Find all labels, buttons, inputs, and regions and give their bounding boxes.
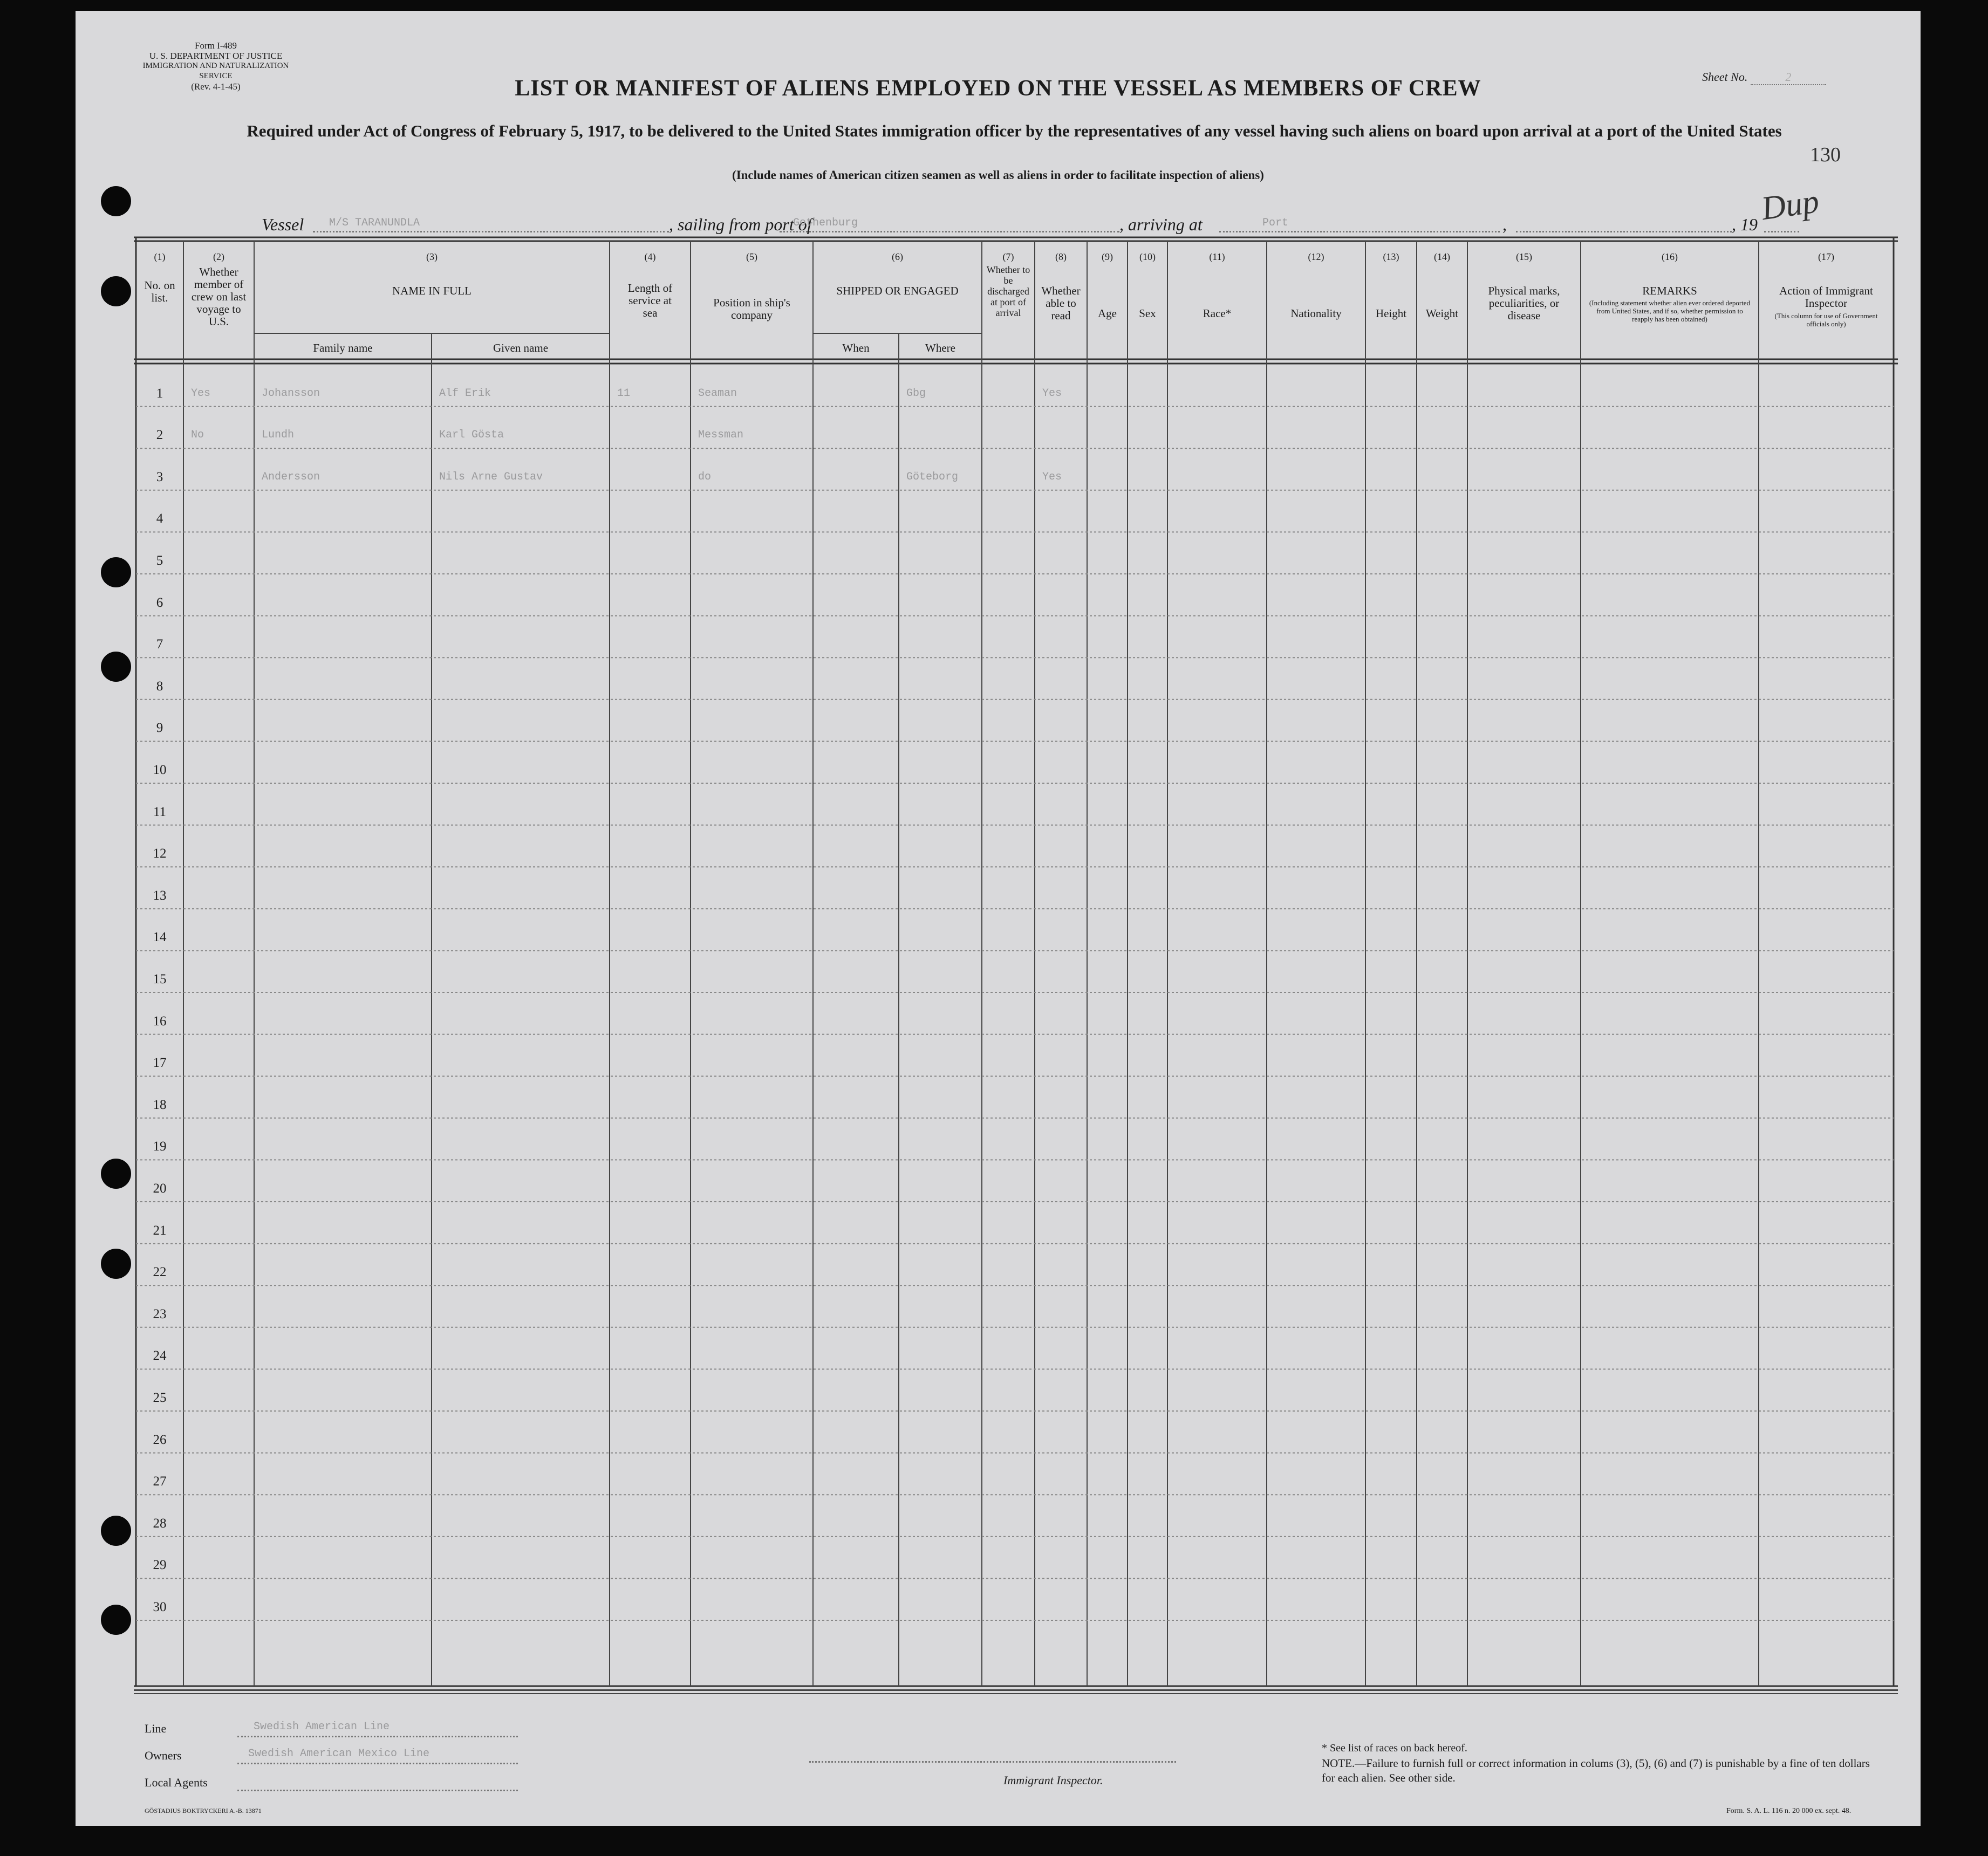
col-head-physical-marks: Physical marks, peculiarities, or disease xyxy=(1488,284,1560,322)
row-number: 13 xyxy=(153,888,167,903)
table-row xyxy=(134,574,1898,616)
row-number: 14 xyxy=(153,930,167,945)
cell-prior: Yes xyxy=(191,387,211,400)
arriving-label: , arriving at xyxy=(1119,215,1203,234)
row-number: 11 xyxy=(153,804,167,819)
col-num-2: (2) xyxy=(213,251,224,262)
cell-read: Yes xyxy=(1042,387,1062,400)
col-head-when: When xyxy=(842,341,870,354)
cell-family: Andersson xyxy=(262,470,320,483)
cell-position: do xyxy=(698,470,712,483)
arriving-field-line xyxy=(1219,231,1500,232)
row-number: 16 xyxy=(153,1013,167,1029)
owners-field-line xyxy=(237,1763,518,1764)
service-name: IMMIGRATION AND NATURALIZATION SERVICE xyxy=(142,61,289,80)
table-row xyxy=(134,1202,1898,1244)
punch-hole xyxy=(101,1249,131,1279)
row-number: 21 xyxy=(153,1223,167,1238)
table-row xyxy=(134,532,1898,574)
col-head-age: Age xyxy=(1098,307,1117,320)
table-row xyxy=(134,1369,1898,1411)
year-field-line xyxy=(1764,231,1799,232)
form-code: Form. S. A. L. 116 n. 20 000 ex. sept. 48. xyxy=(1726,1807,1852,1815)
sailing-value: Gothenburg xyxy=(793,217,858,229)
cell-prior: No xyxy=(191,429,204,442)
sheet-value: 2 xyxy=(1751,70,1826,85)
date-field-line xyxy=(1516,231,1732,232)
punch-hole xyxy=(101,557,131,587)
punch-hole xyxy=(101,1516,131,1546)
col-num-9: (9) xyxy=(1102,251,1113,262)
crew-table xyxy=(134,236,1898,1687)
col-num-12: (12) xyxy=(1308,251,1324,262)
col-num-3: (3) xyxy=(426,251,438,262)
cell-family: Johansson xyxy=(262,387,320,400)
date-separator: , xyxy=(1502,215,1507,234)
form-number: Form I-489 xyxy=(195,40,237,51)
row-number: 9 xyxy=(156,721,163,736)
handwritten-note: Dup xyxy=(1759,182,1821,228)
vessel-field-line xyxy=(313,231,669,232)
row-number: 20 xyxy=(153,1181,167,1196)
department-name: U. S. DEPARTMENT OF JUSTICE xyxy=(149,51,283,61)
row-number: 7 xyxy=(156,637,163,652)
table-row xyxy=(134,867,1898,909)
row-number: 1 xyxy=(156,386,163,401)
col-num-6: (6) xyxy=(892,251,903,262)
row-number: 19 xyxy=(153,1139,167,1154)
line-field-line xyxy=(237,1736,518,1737)
col-head-shipped-engaged: SHIPPED OR ENGAGED xyxy=(836,284,959,297)
punch-hole xyxy=(101,276,131,306)
col-head-remarks: REMARKS xyxy=(1642,284,1697,297)
col-head-where: Where xyxy=(925,341,955,354)
table-row xyxy=(134,1578,1898,1620)
col-num-10: (10) xyxy=(1139,251,1156,262)
row-number: 5 xyxy=(156,553,163,568)
manifest-sheet xyxy=(76,11,1921,1826)
sheet-label: Sheet No. xyxy=(1702,70,1748,84)
inspector-signature-line xyxy=(809,1761,1176,1763)
table-row xyxy=(134,616,1898,658)
col-head-position: Position in ship's company xyxy=(713,296,790,321)
col-head-length-service: Length of service at sea xyxy=(627,282,673,319)
col-head-family-name: Family name xyxy=(313,341,373,354)
row-number: 29 xyxy=(153,1558,167,1573)
table-row xyxy=(134,1453,1898,1495)
row-number: 12 xyxy=(153,846,167,861)
table-row xyxy=(134,1035,1898,1077)
row-number: 24 xyxy=(153,1348,167,1364)
page-subtitle: Required under Act of Congress of February 5, 1917, to be delivered to the United States immigration officer by the representatives of any vessel having such aliens on board upon arrival at a port of the United States xyxy=(247,121,1782,140)
col-head-able-to-read: Whether able to read xyxy=(1041,284,1081,322)
col-head-name-in-full: NAME IN FULL xyxy=(392,284,472,297)
table-row xyxy=(134,1118,1898,1160)
arriving-value: Port xyxy=(1262,217,1289,229)
cell-position: Messman xyxy=(698,429,744,442)
punch-hole xyxy=(101,1605,131,1635)
table-row xyxy=(134,1160,1898,1202)
cell-where: Göteborg xyxy=(906,470,959,483)
table-row xyxy=(134,1495,1898,1537)
table-row xyxy=(134,1537,1898,1579)
table-row xyxy=(134,448,1898,490)
owners-label: Owners xyxy=(145,1749,182,1762)
col-head-inspector-action: Action of Immigrant Inspector xyxy=(1779,284,1873,310)
table-row xyxy=(134,783,1898,825)
line-label: Line xyxy=(145,1722,167,1735)
table-row xyxy=(134,825,1898,867)
cell-service: 11 xyxy=(617,387,631,400)
agents-label: Local Agents xyxy=(145,1776,208,1789)
col-num-15: (15) xyxy=(1516,251,1532,262)
agents-field-line xyxy=(237,1790,518,1791)
col-num-14: (14) xyxy=(1434,251,1450,262)
table-row xyxy=(134,658,1898,700)
row-number: 18 xyxy=(153,1097,167,1112)
col-num-4: (4) xyxy=(644,251,656,262)
owners-value: Swedish American Mexico Line xyxy=(248,1748,430,1760)
table-row xyxy=(134,909,1898,951)
col-num-5: (5) xyxy=(746,251,757,262)
row-number: 30 xyxy=(153,1599,167,1614)
table-row xyxy=(134,1076,1898,1118)
col-head-race: Race* xyxy=(1203,307,1232,320)
races-note: * See list of races on back hereof. xyxy=(1322,1742,1467,1754)
col-num-13: (13) xyxy=(1383,251,1399,262)
row-number: 6 xyxy=(156,595,163,610)
col-head-discharged: Whether to be discharged at port of arrival xyxy=(986,264,1030,318)
punch-hole xyxy=(101,652,131,682)
footer-rule xyxy=(134,1693,1898,1694)
col-num-1: (1) xyxy=(154,251,166,262)
include-note: (Include names of American citizen seamen as well as aliens in order to facilitate inspection of aliens) xyxy=(732,168,1264,182)
revision-date: (Rev. 4-1-45) xyxy=(191,81,241,92)
cell-family: Lundh xyxy=(262,429,295,442)
line-value: Swedish American Line xyxy=(254,1721,390,1733)
page-title: LIST OR MANIFEST OF ALIENS EMPLOYED ON THE VESSEL AS MEMBERS OF CREW xyxy=(515,76,1481,101)
cell-given: Nils Arne Gustav xyxy=(439,470,543,483)
page-stamp: 130 xyxy=(1810,143,1841,166)
row-number: 10 xyxy=(153,762,167,777)
col-num-17: (17) xyxy=(1818,251,1834,262)
table-row xyxy=(134,365,1898,407)
punch-hole xyxy=(101,1159,131,1189)
col-head-inspector-note: (This column for use of Government officials only) xyxy=(1774,312,1878,328)
row-number: 2 xyxy=(156,428,163,443)
col-head-given-name: Given name xyxy=(493,341,549,354)
year-label: , 19 xyxy=(1732,215,1758,234)
table-row xyxy=(134,950,1898,992)
row-number: 17 xyxy=(153,1056,167,1071)
cell-where: Gbg xyxy=(906,387,926,400)
table-row xyxy=(134,741,1898,783)
table-row xyxy=(134,490,1898,532)
row-number: 26 xyxy=(153,1432,167,1447)
row-number: 4 xyxy=(156,511,163,526)
printer-imprint: GÖSTADIUS BOKTRYCKERI A.-B. 13871 xyxy=(145,1807,262,1814)
table-row xyxy=(134,407,1898,449)
row-number: 25 xyxy=(153,1390,167,1405)
table-row xyxy=(134,992,1898,1035)
row-number: 3 xyxy=(156,469,163,484)
table-row xyxy=(134,1285,1898,1327)
table-row xyxy=(134,1411,1898,1453)
sailing-label: , sailing from port of xyxy=(669,215,812,234)
vessel-value: M/S TARANUNDLA xyxy=(329,217,420,229)
col-head-no-on-list: No. on list. xyxy=(144,279,175,304)
row-number: 28 xyxy=(153,1516,167,1531)
col-num-8: (8) xyxy=(1055,251,1067,262)
cell-position: Seaman xyxy=(698,387,737,400)
sailing-field-line xyxy=(780,231,1119,232)
row-number: 23 xyxy=(153,1306,167,1321)
col-num-11: (11) xyxy=(1209,251,1225,262)
col-head-nationality: Nationality xyxy=(1290,307,1342,320)
row-number: 22 xyxy=(153,1265,167,1280)
table-row xyxy=(134,1327,1898,1369)
table-row xyxy=(134,1244,1898,1286)
col-head-prior-voyage: Whether member of crew on last voyage to U.S. xyxy=(191,265,247,328)
punch-hole xyxy=(101,186,131,216)
col-num-16: (16) xyxy=(1662,251,1678,262)
col-head-height: Height xyxy=(1375,307,1407,320)
table-row xyxy=(134,700,1898,742)
col-head-sex: Sex xyxy=(1139,307,1156,320)
inspector-label: Immigrant Inspector. xyxy=(1003,1773,1103,1787)
col-num-7: (7) xyxy=(1002,251,1014,262)
row-number: 27 xyxy=(153,1474,167,1489)
col-head-weight: Weight xyxy=(1425,307,1459,320)
penalty-note: NOTE.—Failure to furnish full or correct information in colums (3), (5), (6) and (7) is punishable by a fine of ten dollars for each alien. See other side. xyxy=(1322,1757,1870,1784)
vessel-label: Vessel xyxy=(262,215,304,234)
cell-given: Alf Erik xyxy=(439,387,491,400)
cell-read: Yes xyxy=(1042,470,1062,483)
col-head-remarks-note: (Including statement whether alien ever ordered deported from United States, and if so, whether permission to reapply has been obtained) xyxy=(1589,299,1751,323)
footer-rule xyxy=(134,1689,1898,1691)
row-number: 8 xyxy=(156,679,163,694)
cell-given: Karl Gösta xyxy=(439,429,504,442)
row-number: 15 xyxy=(153,971,167,987)
